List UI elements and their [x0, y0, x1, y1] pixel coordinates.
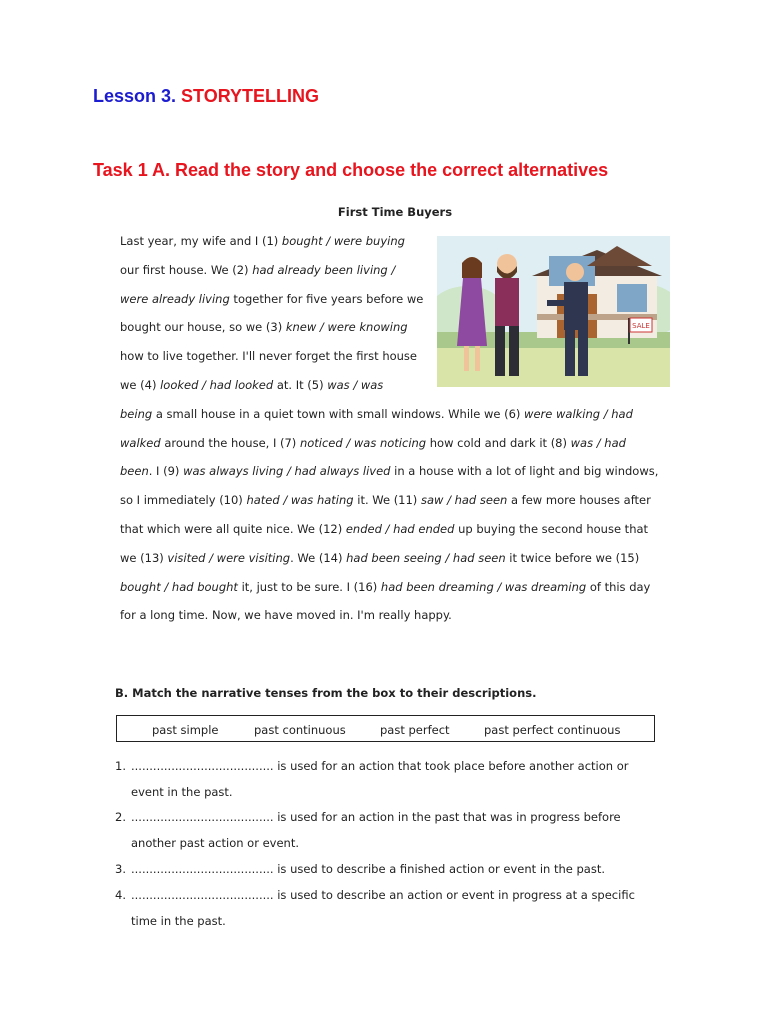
item-description-line: ....................................... is used for an action that took place before another action or: [131, 759, 629, 773]
item-description-line: ....................................... is used to describe a finished action or event in the past.: [131, 862, 606, 876]
house-buyers-illustration: [437, 236, 670, 387]
answer-alternatives: saw / had seen: [420, 493, 508, 508]
story-text-segment: together for five years before we: [229, 291, 424, 306]
story-text-segment: up buying the second house that: [454, 522, 649, 536]
story-text-segment: it, just to be sure. I (16): [237, 579, 381, 594]
item-description-line: ....................................... is used to describe an action or event in progress at a specific: [131, 888, 635, 902]
tense-option: past continuous: [254, 723, 346, 737]
story-text-segment: that which were all quite nice. We (12): [120, 522, 346, 536]
task-title: Task 1 A. Read the story and choose the correct alternatives: [93, 160, 609, 180]
story-text-segment: so I immediately (10): [120, 493, 247, 508]
story-title: First Time Buyers: [337, 205, 453, 219]
answer-alternatives: had been seeing / had seen: [346, 550, 506, 565]
item-description-line: ....................................... is used for an action in the past that was in progress before: [131, 810, 621, 824]
story-text-segment: in a house with a lot of light and big windows,: [390, 464, 659, 479]
story-line: [120, 320, 408, 334]
item-description-line: another past action or event.: [131, 836, 300, 850]
story-line: [120, 551, 639, 565]
answer-alternatives: had already been living /: [252, 262, 396, 277]
item-description-line: time in the past.: [131, 914, 226, 928]
story-line: [120, 349, 417, 363]
sale-sign-text: SALE: [632, 322, 650, 330]
story-text-segment: a few more houses after: [507, 493, 651, 508]
answer-alternatives: was always living / had always lived: [183, 464, 391, 479]
story-text-segment: at. It (5): [273, 378, 328, 392]
tense-option: past simple: [152, 723, 219, 737]
answer-alternatives: visited / were visiting: [167, 550, 291, 565]
story-line: [120, 378, 383, 392]
answer-alternatives: was / had: [570, 435, 626, 450]
item-number: 2.: [115, 810, 126, 824]
story-line: [120, 580, 650, 594]
item-number: 1.: [115, 759, 126, 773]
story-text-segment: bought our house, so we (3): [120, 320, 286, 335]
story-text-segment: how to live together. I'll never forget the first house: [120, 349, 418, 364]
story-text-segment: how cold and dark it (8): [426, 435, 571, 450]
answer-alternatives: were already living: [120, 291, 230, 306]
story-line: [120, 292, 423, 306]
answer-alternatives: had been dreaming / was dreaming: [380, 579, 587, 594]
story-text-segment: our first house. We (2): [120, 262, 253, 277]
answer-alternatives: being: [120, 406, 153, 421]
story-line: [120, 407, 633, 421]
item-description-line: event in the past.: [131, 785, 233, 799]
lesson-number: Lesson 3.: [93, 86, 177, 106]
answer-alternatives: bought / were buying: [281, 234, 405, 248]
answer-alternatives: walked: [120, 435, 161, 450]
story-text-segment: around the house, I (7): [160, 435, 300, 450]
answer-alternatives: noticed / was noticing: [299, 435, 427, 450]
tense-option: past perfect continuous: [484, 723, 621, 737]
story-text-segment: we (4): [120, 378, 161, 392]
answer-alternatives: bought / had bought: [120, 579, 238, 594]
tense-option: past perfect: [380, 723, 450, 737]
answer-alternatives: looked / had looked: [160, 378, 274, 392]
story-text-segment: of this day: [586, 579, 651, 594]
story-line: [120, 464, 658, 478]
tense-word-box: [116, 715, 655, 742]
item-number: 3.: [115, 862, 126, 876]
story-text-segment: it. We (11): [353, 493, 421, 508]
story-line: [120, 608, 452, 622]
answer-alternatives: knew / were knowing: [285, 320, 408, 335]
lesson-title: STORYTELLING: [181, 86, 320, 106]
story-text-segment: . I (9): [148, 464, 184, 479]
answer-alternatives: ended / had ended: [345, 522, 455, 536]
answer-alternatives: hated / was hating: [246, 493, 354, 508]
answer-alternatives: been: [120, 464, 149, 479]
lesson-heading: [93, 86, 319, 107]
item-number: 4.: [115, 888, 126, 902]
story-text-segment: it twice before we (15): [505, 550, 640, 565]
story-line: [120, 234, 405, 248]
story-line: [120, 493, 651, 507]
story-text-segment: we (13): [120, 550, 168, 565]
story-text-segment: Last year, my wife and I (1): [120, 234, 282, 248]
story-text-segment: a small house in a quiet town with small windows. While we (6): [152, 406, 525, 421]
part-b-heading: B. Match the narrative tenses from the box to their descriptions.: [115, 686, 537, 700]
story-line: [120, 522, 648, 536]
answer-alternatives: were walking / had: [524, 406, 633, 421]
story-line: [120, 436, 626, 450]
story-text-segment: for a long time. Now, we have moved in. I'm really happy.: [120, 608, 452, 623]
story-text-segment: . We (14): [290, 550, 347, 565]
answer-alternatives: was / was: [327, 378, 384, 392]
story-line: [120, 263, 395, 277]
